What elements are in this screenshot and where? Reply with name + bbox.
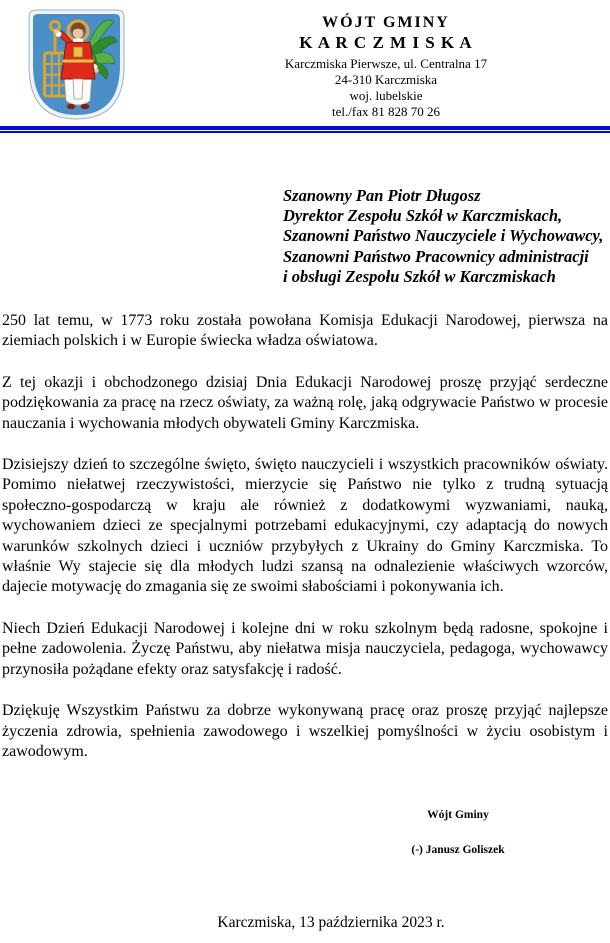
signer-name: (-) Janusz Goliszek	[411, 844, 505, 856]
letterhead-phone: tel./fax 81 828 70 26	[332, 104, 440, 119]
letterhead-municipality: K A R C Z M I S K A	[299, 33, 473, 52]
letterhead-address-voivodeship: woj. lubelskie	[349, 88, 423, 103]
letterhead-address-street: Karczmiska Pierwsze, ul. Centralna 17	[284, 56, 488, 71]
body-paragraph: Dziękuję Wszystkim Państwu za dobrze wykonywaną pracę oraz proszę przyjąć najlepsze życzenia zdrowia, spełnienia zawodowego i wszelkiej pomyślności w życiu osobistym i zawodowym.	[2, 702, 608, 760]
karczmiska-coat-of-arms-icon	[28, 9, 125, 120]
addressee-line: i obsługi Zespołu Szkół w Karczmiskach	[283, 266, 556, 286]
letterhead-address-postal: 24-310 Karczmiska	[334, 72, 438, 87]
signature-block	[310, 808, 606, 858]
addressee-line: Szanowny Pan Piotr Długosz	[283, 186, 481, 205]
body-paragraph: Dzisiejszy dzień to szczególne święto, święto nauczycieli i wszystkich pracowników oświaty. Pomimo niełatwej rzeczywistości, mierzycie się Państwo nie tylko z trudną sytuacją społeczno-gospodarczą w kraju ale również z dodatkowymi wyzwaniami, nauką, wychowaniem dzieci ze specjalnymi potrzebami edukacyjnymi, czy adaptacją do nowych warunków szkolnych dzieci i uczniów przybyłych z Ukrainy do Gminy Karczmiska. To właśnie Wy stajecie się dla młodych ludzi szansą na odnalezienie właściwych wzorców, dajecie motywację do zmagania się ze swoimi słabościami i pokonywania ich.	[2, 456, 608, 596]
addressee-line: Szanowni Państwo Pracownicy administracji	[283, 246, 589, 266]
signer-title: Wójt Gminy	[427, 809, 489, 821]
letter-body	[2, 311, 608, 762]
body-paragraph: Z tej okazji i obchodzonego dzisiaj Dnia Edukacji Narodowej proszę przyjąć serdeczne podziękowania za pracę na rzecz oświaty, za ważną rolę, jaką odgrywacie Państwo w procesie nauczania i wychowania młodych obywateli Gminy Karczmiska.	[2, 373, 608, 432]
place-and-date: Karczmiska, 13 października 2023 r.	[217, 914, 445, 931]
double-rule-divider	[0, 126, 610, 133]
body-paragraph: 250 lat temu, w 1773 roku została powołana Komisja Edukacji Narodowej, pierwsza na ziemiach polskich i w Europie świecka władza oświatowa.	[2, 312, 608, 350]
letterhead-office-title: WÓJT GMINY	[322, 14, 450, 31]
letterhead-address	[162, 56, 610, 120]
letterhead	[162, 13, 610, 120]
addressee-line: Dyrektor Zespołu Szkół w Karczmiskach,	[283, 206, 563, 226]
body-paragraph: Niech Dzień Edukacji Narodowej i kolejne dni w roku szkolnym będą radosne, spokojne i pełne zadowolenia. Życzę Państwu, aby niełatwa misja nauczyciela, pedagoga, wychowawcy przynosiła pożądane efekty oraz satysfakcję i radość.	[2, 619, 608, 678]
addressee-line: Szanowni Państwo Nauczyciele i Wychowawcy,	[283, 226, 604, 246]
addressee-block	[283, 186, 603, 287]
